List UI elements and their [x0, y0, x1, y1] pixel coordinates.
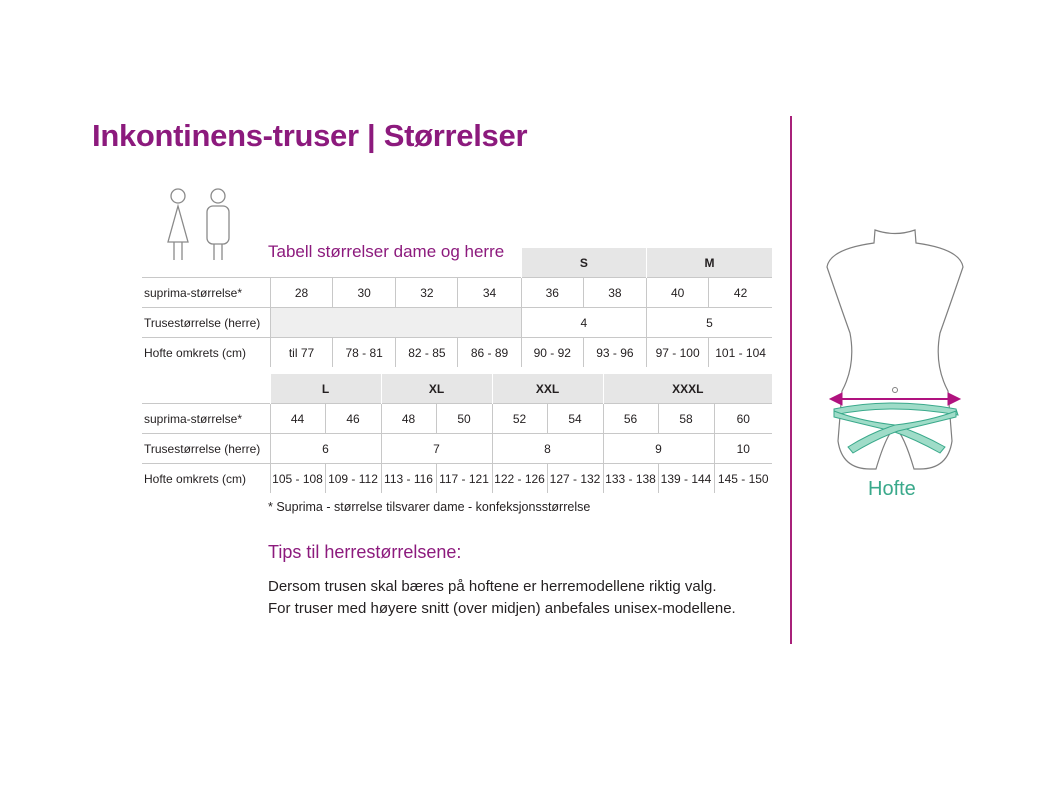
- table-cell: 127 - 132: [547, 464, 603, 494]
- table-cell: 93 - 96: [583, 338, 646, 368]
- table-cell: 122 - 126: [492, 464, 547, 494]
- table-cell: 7: [381, 434, 492, 464]
- size-header-l: L: [270, 374, 381, 404]
- table-cell: til 77: [270, 338, 332, 368]
- table-row: [142, 404, 772, 434]
- table-cell: 145 - 150: [714, 464, 772, 494]
- table-cell: 40: [647, 278, 709, 308]
- size-table-1: [142, 248, 772, 367]
- table-header-row: [142, 248, 772, 278]
- table-cell: 101 - 104: [709, 338, 772, 368]
- divider-line: [790, 116, 792, 644]
- table-cell: 50: [436, 404, 492, 434]
- table-cell: 38: [583, 278, 646, 308]
- footnote: * Suprima - størrelse tilsvarer dame - konfeksjonsstørrelse: [268, 500, 591, 514]
- tips-line-1: Dersom trusen skal bæres på hoftene er herremodellene riktig valg.: [268, 578, 717, 595]
- table-cell: 4: [521, 308, 646, 338]
- table-cell: 78 - 81: [333, 338, 396, 368]
- page-title: Inkontinens-truser | Størrelser: [92, 118, 528, 153]
- tips-text: [268, 576, 736, 620]
- row-label-truse: Trusestørrelse (herre): [142, 434, 270, 464]
- table-cell: 48: [381, 404, 436, 434]
- table-cell: 86 - 89: [458, 338, 521, 368]
- row-label-hofte: Hofte omkrets (cm): [142, 464, 270, 494]
- size-table-2: [142, 374, 772, 493]
- table-cell: 52: [492, 404, 547, 434]
- tips-heading: Tips til herrestørrelsene:: [268, 542, 462, 562]
- table-cell: 46: [325, 404, 381, 434]
- size-header-xxl: XXL: [492, 374, 603, 404]
- table-cell-empty: [270, 308, 521, 338]
- table-row: [142, 464, 772, 494]
- table-cell: 54: [547, 404, 603, 434]
- table-cell: 32: [396, 278, 458, 308]
- table-cell: 90 - 92: [521, 338, 583, 368]
- table-subtitle: Tabell størrelser dame og herre: [268, 242, 505, 261]
- table-cell: 82 - 85: [396, 338, 458, 368]
- table-cell: 97 - 100: [647, 338, 709, 368]
- table-cell: 8: [492, 434, 603, 464]
- row-label-truse: Trusestørrelse (herre): [142, 308, 270, 338]
- table-header-row: [142, 374, 772, 404]
- size-header-xl: XL: [381, 374, 492, 404]
- table-cell: 113 - 116: [381, 464, 436, 494]
- torso-icon: [820, 225, 970, 475]
- row-label-suprima: suprima-størrelse*: [142, 404, 270, 434]
- torso-outline: [827, 230, 963, 469]
- table-row: [142, 308, 772, 338]
- size-header-m: M: [647, 248, 772, 278]
- table-cell: 5: [647, 308, 772, 338]
- table-row: [142, 278, 772, 308]
- table-cell: 60: [714, 404, 772, 434]
- tips-line-2: For truser med høyere snitt (over midjen) anbefales unisex-modellene.: [268, 600, 736, 617]
- table-row: [142, 434, 772, 464]
- size-header-xxxl: XXXL: [603, 374, 772, 404]
- table-cell: 42: [709, 278, 772, 308]
- table-cell: 109 - 112: [325, 464, 381, 494]
- table-cell: 56: [603, 404, 658, 434]
- table-cell: 30: [333, 278, 396, 308]
- table-row: [142, 338, 772, 368]
- size-header-s: S: [521, 248, 646, 278]
- table-cell: 34: [458, 278, 521, 308]
- hip-label: Hofte: [868, 478, 916, 500]
- table-cell: 6: [270, 434, 381, 464]
- table-cell: 44: [270, 404, 325, 434]
- measuring-tape-icon: [834, 403, 958, 453]
- table-cell: 28: [270, 278, 332, 308]
- table-cell: 105 - 108: [270, 464, 325, 494]
- table-cell: 36: [521, 278, 583, 308]
- row-label-suprima: suprima-størrelse*: [142, 278, 270, 308]
- table-cell: 117 - 121: [436, 464, 492, 494]
- table-cell: 133 - 138: [603, 464, 658, 494]
- row-label-hofte: Hofte omkrets (cm): [142, 338, 270, 368]
- table-cell: 139 - 144: [658, 464, 714, 494]
- table-cell: 58: [658, 404, 714, 434]
- table-cell: 9: [603, 434, 714, 464]
- table-cell: 10: [714, 434, 772, 464]
